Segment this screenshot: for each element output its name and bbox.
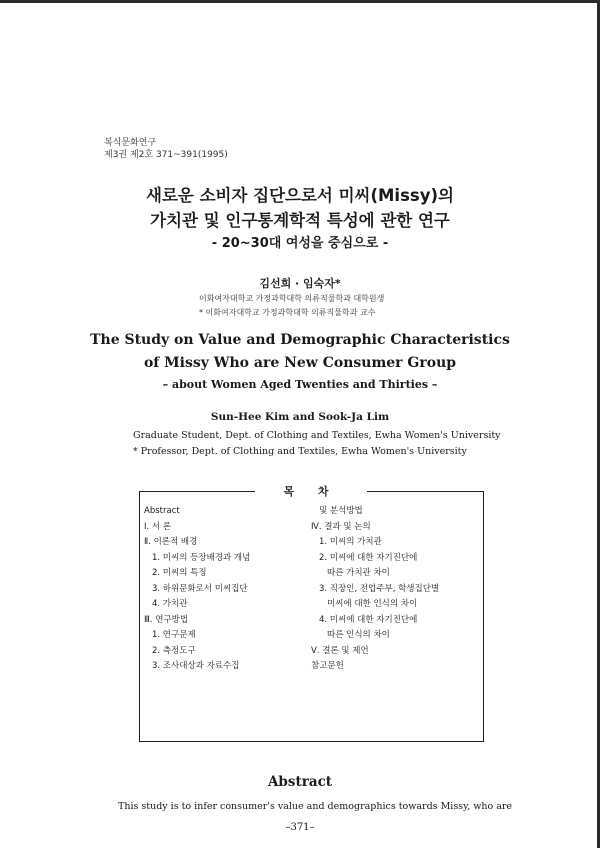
- korean-authors: 김선희 · 임숙자*: [259, 277, 341, 290]
- toc-item: 4. 미씨에 대한 자기진단에: [319, 614, 418, 625]
- toc-item: 참고문헌: [311, 661, 344, 671]
- scan-edge-top: [0, 0, 600, 3]
- korean-title-line-1: 새로운 소비자 집단으로서 미씨(Missy)의: [146, 186, 454, 205]
- toc-item: 및 분석방법: [319, 506, 363, 516]
- toc-item: 3. 직장인, 전업주부, 학생집단별: [319, 583, 440, 594]
- toc-item: Ⅴ. 결론 및 제언: [311, 645, 369, 656]
- toc-item: 따른 인식의 차이: [327, 630, 390, 640]
- korean-title-line-2: 가치관 및 인구통계학적 특성에 관한 연구: [150, 211, 450, 230]
- toc-item: 1. 연구문제: [152, 630, 196, 640]
- toc-item: 2. 측정도구: [152, 645, 196, 656]
- toc-item: 4. 가치관: [152, 599, 188, 609]
- table-of-contents: [139, 485, 484, 742]
- english-title-line-1: The Study on Value and Demographic Characteristics: [90, 332, 510, 348]
- journal-name: 복식문화연구: [104, 138, 157, 148]
- page-number: –371–: [285, 822, 315, 833]
- toc-item: Ⅲ. 연구방법: [144, 614, 189, 625]
- toc-right-column: [311, 504, 439, 675]
- toc-item: 3. 조사대상과 자료수집: [152, 661, 240, 671]
- toc-item: 따른 가치관 차이: [327, 568, 390, 578]
- korean-affiliation-2: * 이화여자대학교 가정과학대학 의류직물학과 교수: [199, 308, 376, 317]
- korean-affiliations: [199, 292, 384, 320]
- toc-item: Abstract: [144, 506, 180, 516]
- english-title: [0, 329, 600, 395]
- toc-item: 2. 미씨의 특징: [152, 568, 207, 578]
- toc-item: 1. 미씨의 등장배경과 개념: [152, 552, 251, 563]
- toc-left-column: [144, 504, 250, 675]
- english-affiliation-2: * Professor, Dept. of Clothing and Textiles, Ewha Women's University: [133, 446, 467, 457]
- toc-item: 미씨에 대한 인식의 차이: [327, 599, 418, 609]
- toc-item: Ⅰ. 서 론: [144, 521, 172, 532]
- journal-header: [104, 137, 228, 161]
- abstract-heading: Abstract: [267, 774, 333, 790]
- toc-item: 3. 하위문화로서 미씨집단: [152, 583, 248, 594]
- korean-title: [0, 183, 600, 255]
- toc-item: 1. 미씨의 가치관: [319, 537, 382, 547]
- korean-affiliation-1: 이화여자대학교 가정과학대학 의류직물학과 대학원생: [199, 294, 385, 303]
- english-authors: Sun-Hee Kim and Sook-Ja Lim: [210, 411, 390, 423]
- english-title-line-2: of Missy Who are New Consumer Group: [143, 355, 457, 371]
- english-subtitle: – about Women Aged Twenties and Thirties –: [162, 378, 438, 391]
- toc-item: 2. 미씨에 대한 자기진단에: [319, 552, 418, 563]
- abstract-first-line: This study is to infer consumer's value and demographics towards Missy, who are: [118, 801, 513, 812]
- english-affiliations: [133, 428, 501, 460]
- toc-title: 목 차: [255, 483, 367, 499]
- journal-issue: 제3권 제2호 371~391(1995): [104, 150, 228, 160]
- toc-item: Ⅱ. 이론적 배경: [144, 537, 198, 547]
- toc-item: Ⅳ. 결과 및 논의: [311, 521, 371, 532]
- english-affiliation-1: Graduate Student, Dept. of Clothing and Textiles, Ewha Women's University: [133, 430, 501, 441]
- korean-subtitle: - 20~30대 여성을 중심으로 -: [211, 236, 389, 251]
